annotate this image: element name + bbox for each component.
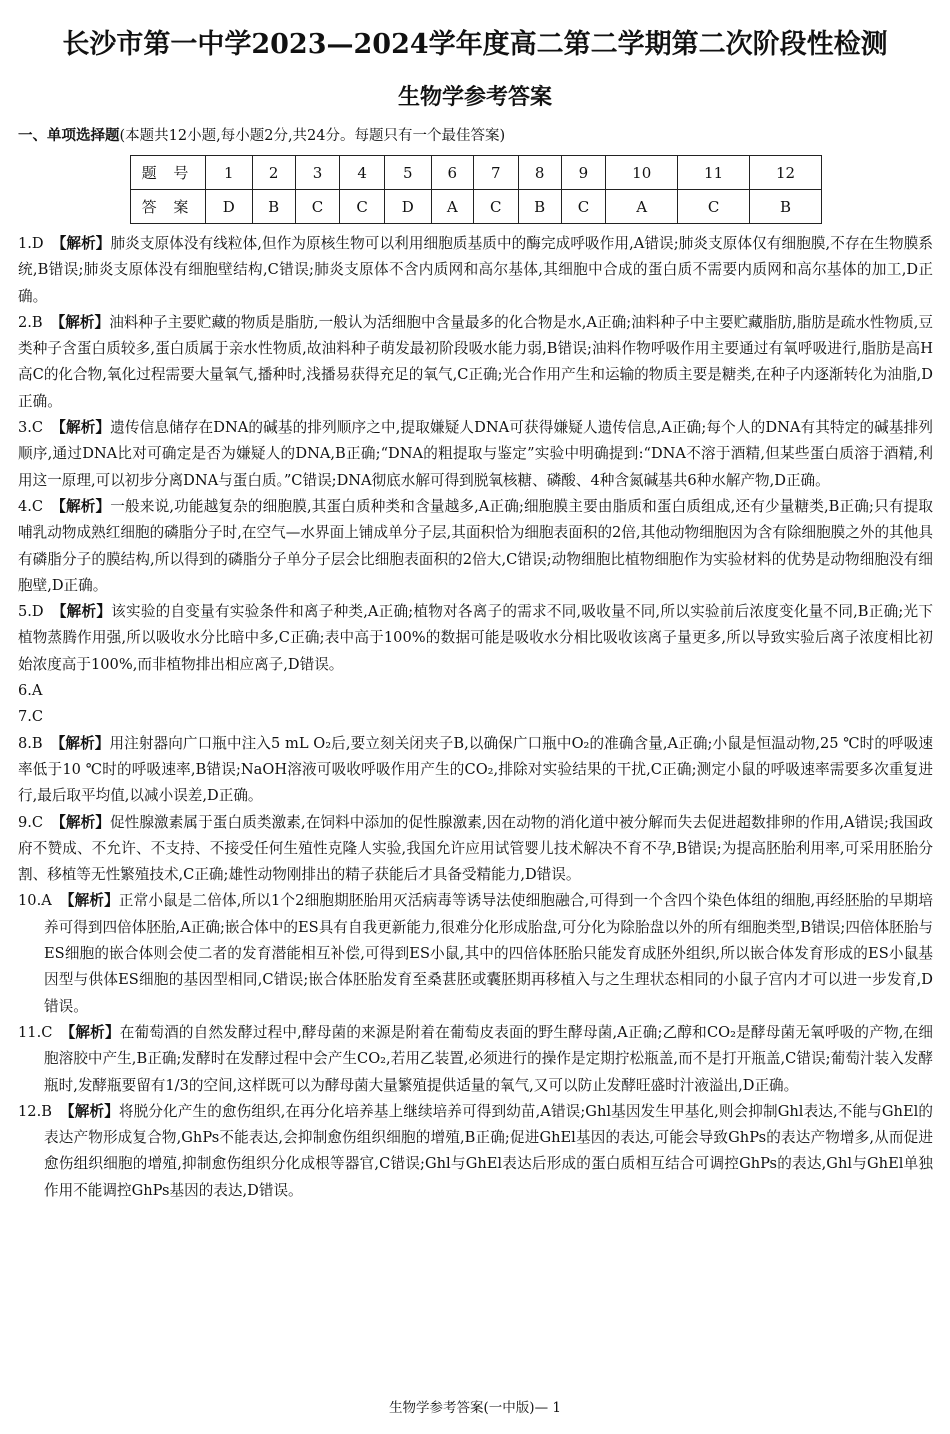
answer-row: [131, 190, 822, 224]
answer-cell: D: [206, 190, 253, 224]
item-number: 3.C: [18, 419, 44, 437]
explanation-item: [18, 415, 933, 494]
item-number: 7.C: [18, 708, 44, 726]
item-text: 肺炎支原体没有线粒体,但作为原核生物可以利用细胞质基质中的酶完成呼吸作用,A错误;肺炎支原体仅有细胞膜,不存在生物膜系统,B错误;肺炎支原体没有细胞壁结构,C错误;肺炎支原体不含内质网和高尔基体,其细胞中合成的蛋白质不需要内质网和高尔基体的加工,D正确。: [18, 235, 933, 305]
page-title: 长沙市第一中学2023—2024学年度高二第二学期第二次阶段性检测: [62, 29, 888, 60]
question-number: 8: [518, 156, 561, 190]
question-number: 1: [206, 156, 253, 190]
analysis-tag: 【解析】: [51, 813, 110, 831]
answer-table: [130, 155, 822, 224]
analysis-tag: 【解析】: [50, 734, 110, 752]
question-number: 6: [431, 156, 473, 190]
item-text: 该实验的自变量有实验条件和离子种类,A正确;植物对各离子的需求不同,吸收量不同,所以实验前后浓度变化量不同,B正确;光下植物蒸腾作用强,所以吸收水分比暗中多,C正确;表中高于100%的数据可能是吸收水分相比吸收该离子量更多,所以导致实验后离子浓度相比初始浓度高于100%,而非植物排出相应离子,D错误。: [18, 603, 933, 673]
analysis-tag: 【解析】: [59, 892, 119, 910]
explanation-list: [18, 231, 933, 1204]
explanation-item: [18, 704, 933, 730]
question-number: 3: [295, 156, 340, 190]
question-number-row: [131, 156, 822, 190]
item-text: 遗传信息储存在DNA的碱基的排列顺序之中,提取嫌疑人DNA可获得嫌疑人遗传信息,A正确;每个人的DNA有其特定的碱基排列顺序,通过DNA比对可确定是否为嫌疑人的DNA,B正确;“DNA的粗提取与鉴定”实验中明确提到:“DNA不溶于酒精,但某些蛋白质溶于酒精,利用这一原理,可以初步分离DNA与蛋白质。”C错误;DNA彻底水解可得到脱氧核糖、磷酸、4种含氮碱基共6种水解产物,D正确。: [18, 419, 933, 489]
answer-cell: C: [295, 190, 340, 224]
answer-cell: B: [518, 190, 561, 224]
answer-cell: C: [473, 190, 518, 224]
question-number: 7: [473, 156, 518, 190]
answer-cell: C: [561, 190, 606, 224]
explanation-item: [18, 810, 933, 889]
explanation-item: [18, 731, 933, 810]
row-label-answer: 答 案: [131, 190, 206, 224]
section-title: 一、单项选择题: [18, 128, 120, 144]
section-note: (本题共12小题,每小题2分,共24分。每题只有一个最佳答案): [119, 128, 506, 144]
item-text: 将脱分化产生的愈伤组织,在再分化培养基上继续培养可得到幼苗,A错误;Ghl基因发生甲基化,则会抑制Ghl表达,不能与GhEl的表达产物形成复合物,GhPs不能表达,会抑制愈伤组织细胞的增殖,B正确;促进GhEl基因的表达,可能会导致GhPs的表达产物增多,从而促进愈伤组织细胞的增殖,抑制愈伤组织分化成根等器官,C错误;Ghl与GhEl表达后形成的蛋白质相互结合可调控GhPs的表达,Ghl与GhEl单独作用不能调控GhPs基因的表达,D错误。: [44, 1102, 933, 1199]
question-number: 9: [561, 156, 606, 190]
item-number: 2.B: [18, 313, 43, 331]
question-number: 5: [384, 156, 431, 190]
explanation-item: [18, 231, 933, 310]
question-number: 12: [750, 156, 822, 190]
answer-cell: D: [384, 190, 431, 224]
row-label-number: 题 号: [131, 156, 206, 190]
item-text: 用注射器向广口瓶中注入5 mL O₂后,要立刻关闭夹子B,以确保广口瓶中O₂的准确含量,A正确;小鼠是恒温动物,25 ℃时的呼吸速率低于10 ℃时的呼吸速率,B错误;NaOH溶液可吸收呼吸作用产生的CO₂,排除对实验结果的干扰,C正确;测定小鼠的呼吸速率需要多次重复进行,最后取平均值,以减小误差,D正确。: [18, 734, 933, 805]
analysis-tag: 【解析】: [50, 313, 110, 331]
item-number: 1.D: [18, 235, 44, 252]
item-text: 促性腺激素属于蛋白质类激素,在饲料中添加的促性腺激素,因在动物的消化道中被分解而失去促进超数排卵的作用,A错误;我国政府不赞成、不允许、不支持、不接受任何生殖性克隆人实验,我国允许应用试管婴儿技术解决不育不孕,B错误;为提高胚胎利用率,可采用胚胎分割、移植等无性繁殖技术,C正确;雄性动物刚排出的精子获能后才具备受精能力,D错误。: [18, 813, 933, 884]
answer-cell: C: [340, 190, 385, 224]
item-number: 11.C: [18, 1023, 53, 1041]
answer-cell: A: [431, 190, 473, 224]
question-number: 2: [252, 156, 295, 190]
answer-cell: B: [750, 190, 822, 224]
item-number: 4.C: [18, 497, 44, 515]
explanation-item: [18, 1020, 933, 1099]
answer-cell: C: [678, 190, 750, 224]
item-number: 12.B: [18, 1102, 52, 1120]
section-heading: [18, 124, 505, 145]
explanation-item: [18, 599, 933, 678]
question-number: 11: [678, 156, 750, 190]
item-number: 5.D: [18, 603, 44, 621]
analysis-tag: 【解析】: [51, 603, 112, 621]
explanation-item: [18, 1099, 933, 1204]
analysis-tag: 【解析】: [51, 497, 111, 515]
item-text: 正常小鼠是二倍体,所以1个2细胞期胚胎用灭活病毒等诱导法使细胞融合,可得到一个含四个染色体组的细胞,再经胚胎的早期培养可得到四倍体胚胎,A正确;嵌合体中的ES具有自我更新能力,很难分化形成胎盘,可分化为除胎盘以外的所有细胞类型,B错误;四倍体胚胎与ES细胞的嵌合体则会使二者的发育潜能相互补偿,可得到ES小鼠,其中的四倍体胚胎只能发育成胚外组织,所以嵌合体发育形成的ES小鼠基因型与供体ES细胞的基因型相同,C错误;嵌合体胚胎发育至桑葚胚或囊胚期再移植入与之生理状态相同的小鼠子宫内才可以进一步发育,D错误。: [44, 892, 933, 1015]
explanation-item: [18, 310, 933, 415]
item-text: 油料种子主要贮藏的物质是脂肪,一般认为活细胞中含量最多的化合物是水,A正确;油料种子中主要贮藏脂肪,脂肪是疏水性物质,豆类种子含蛋白质较多,蛋白质属于亲水性物质,故油料种子萌发最初阶段吸水能力弱,B错误;油料作物呼吸作用主要通过有氧呼吸进行,脂肪是高H高C的化合物,氧化过程需要大量氧气,播种时,浅播易获得充足的氧气,C正确;光合作用产生和运输的物质主要是糖类,在种子内逐渐转化为油脂,D正确。: [18, 313, 933, 410]
page-subtitle: 生物学参考答案: [397, 85, 552, 110]
explanation-item: [18, 678, 933, 704]
item-number: 9.C: [18, 813, 44, 831]
item-number: 6.A: [18, 682, 43, 700]
item-text: 一般来说,功能越复杂的细胞膜,其蛋白质种类和含量越多,A正确;细胞膜主要由脂质和蛋白质组成,还有少量糖类,B正确;只有提取哺乳动物成熟红细胞的磷脂分子时,在空气—水界面上铺成单分子层,其面积恰为细胞表面积的2倍,其他动物细胞因为含有除细胞膜之外的其他具有磷脂分子的膜结构,所以得到的磷脂分子单分子层会比细胞表面积的2倍大,C错误;动物细胞比植物细胞作为实验材料的优势是动物细胞没有细胞壁,D正确。: [18, 497, 933, 594]
analysis-tag: 【解析】: [59, 1102, 119, 1120]
item-number: 10.A: [18, 892, 52, 910]
analysis-tag: 【解析】: [51, 419, 111, 437]
analysis-tag: 【解析】: [60, 1023, 120, 1041]
analysis-tag: 【解析】: [51, 235, 111, 252]
explanation-item: [18, 494, 933, 599]
answer-cell: B: [252, 190, 295, 224]
item-text: 在葡萄酒的自然发酵过程中,酵母菌的来源是附着在葡萄皮表面的野生酵母菌,A正确;乙醇和CO₂是酵母菌无氧呼吸的产物,在细胞溶胶中产生,B正确;发酵时在发酵过程中会产生CO₂,若用乙装置,必须进行的操作是定期拧松瓶盖,而不是打开瓶盖,C错误;葡萄汁装入发酵瓶时,发酵瓶要留有1/3的空间,这样既可以为酵母菌大量繁殖提供适量的氧气,又可以防止发酵旺盛时汁液溢出,D正确。: [44, 1023, 933, 1094]
question-number: 10: [606, 156, 678, 190]
item-number: 8.B: [18, 734, 43, 752]
question-number: 4: [340, 156, 385, 190]
page-footer: 生物学参考答案(一中版)— 1: [389, 1400, 561, 1416]
explanation-item: [18, 888, 933, 1019]
answer-cell: A: [606, 190, 678, 224]
